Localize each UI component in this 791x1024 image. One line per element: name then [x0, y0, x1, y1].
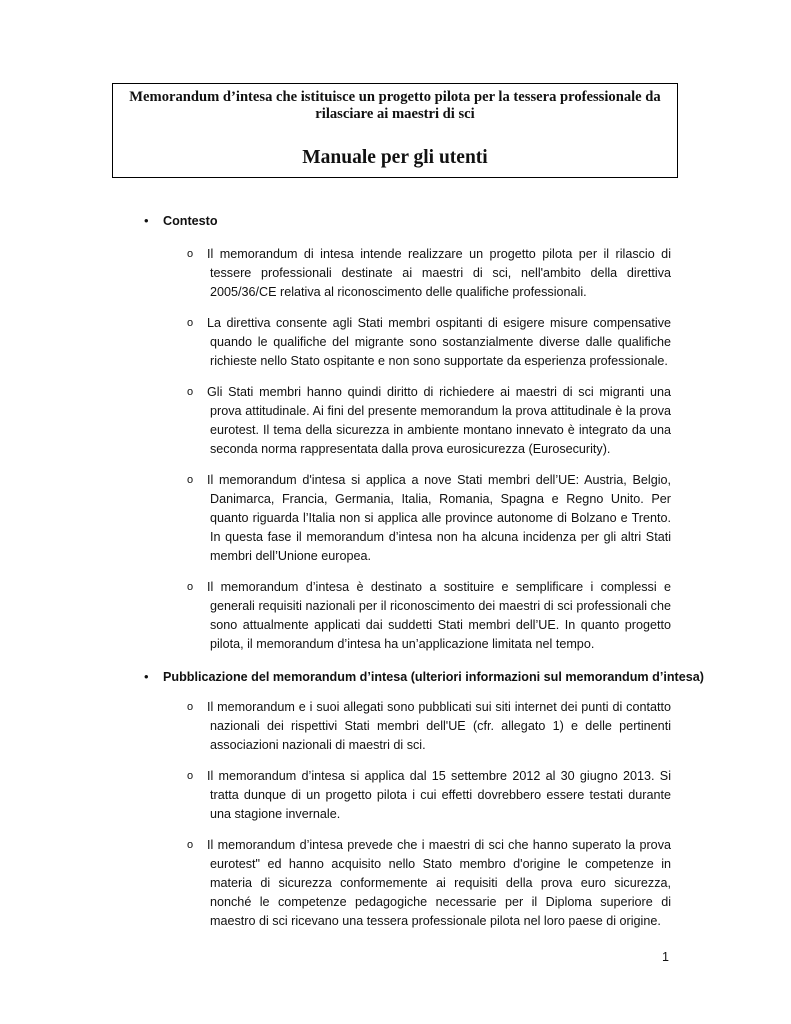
list-item [187, 314, 671, 371]
sub-bullet: o [187, 248, 194, 260]
list-item [187, 578, 671, 654]
list-item-text: La direttiva consente agli Stati membri ospitanti di esigere misure compensative quando le qualifiche del migrante sono sostanzialmente diverse dalle qualifiche richieste nello Stato ospitante e non sono supportate da esperienza professionale. [207, 316, 671, 368]
sub-bullet: o [187, 474, 194, 486]
memorandum-title: Memorandum d’intesa che istituisce un progetto pilota per la tessera professionale da rilasciare ai maestri di sci [129, 89, 661, 122]
list-item-text: Il memorandum e i suoi allegati sono pubblicati sui siti internet dei punti di contatto nazionali dei rispettivi Stati membri dell'UE (cfr. allegato 1) e delle pertinenti associazioni nazionali di maestri di sci. [207, 700, 671, 752]
list-item [187, 383, 671, 459]
manual-title: Manuale per gli utenti [302, 147, 488, 168]
list-item [187, 471, 671, 566]
list-item-text: Gli Stati membri hanno quindi diritto di richiedere ai maestri di sci migranti una prova attitudinale. Ai fini del presente memorandum la prova attitudinale è la prova eurotest. Il tema della sicurezza in ambiente montano innevato è integrato da una seconda norma rappresentata dalla prova eurosicurezza (Eurosecurity). [207, 385, 671, 456]
sub-bullet: o [187, 386, 194, 398]
list-item [187, 836, 671, 931]
sub-bullet: o [187, 770, 194, 782]
page-number: 1 [662, 950, 670, 964]
list-item-text: Il memorandum di intesa intende realizzare un progetto pilota per il rilascio di tessere professionali destinate ai maestri di sci, nell'ambito della direttiva 2005/36/CE relativa al riconoscimento delle qualifiche professionali. [207, 247, 671, 299]
section-bullet: • [144, 213, 149, 228]
list-item [187, 245, 671, 302]
section-bullet: • [144, 669, 149, 684]
document-title-box [112, 83, 678, 178]
sub-bullet: o [187, 839, 194, 851]
list-item-text: Il memorandum d’intesa prevede che i maestri di sci che hanno superato la prova eurotest" ed hanno acquisito nello Stato membro d'origine le competenze in materia di sicurezza conformemente ai requisiti della prova euro sicurezza, nonché le competenze pedagogiche necessarie per il Diploma superiore di maestro di sci ricevano una tessera professionale pilota nel loro paese di origine. [207, 838, 671, 928]
list-item [187, 767, 671, 824]
list-item [187, 698, 671, 755]
list-item-text: Il memorandum d'intesa si applica a nove Stati membri dell’UE: Austria, Belgio, Danimarca, Francia, Germania, Italia, Romania, Spagna e Regno Unito. Per quanto riguarda l’Italia non si applica alle province autonome di Bolzano e Trento. In questa fase il memorandum d’intesa non ha alcuna incidenza per gli altri Stati membri dell’Unione europea. [207, 473, 671, 563]
sub-bullet: o [187, 701, 194, 713]
sub-bullet: o [187, 581, 194, 593]
sub-bullet: o [187, 317, 194, 329]
section-heading-pubblicazione: Pubblicazione del memorandum d’intesa (ulteriori informazioni sul memorandum d’intesa) [163, 670, 704, 684]
list-item-text: Il memorandum d’intesa si applica dal 15 settembre 2012 al 30 giugno 2013. Si tratta dunque di un progetto pilota i cui effetti dovrebbero essere testati durante una stagione invernale. [207, 769, 671, 821]
list-item-text: Il memorandum d’intesa è destinato a sostituire e semplificare i complessi e generali requisiti nazionali per il riconoscimento dei maestri di sci professionali che sono attualmente applicati dai suddetti Stati membri dell’UE. In quanto progetto pilota, il memorandum d’intesa ha un’applicazione limitata nel tempo. [207, 580, 671, 651]
section-heading-contesto: Contesto [163, 214, 218, 228]
